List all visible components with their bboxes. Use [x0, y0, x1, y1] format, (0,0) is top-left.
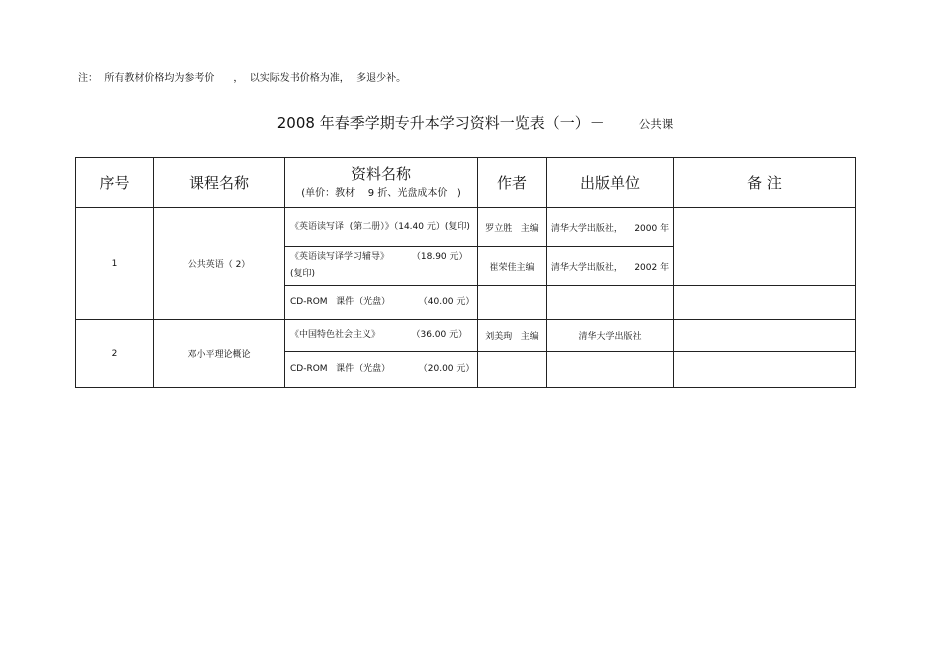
header-material-label: 资料名称: [350, 164, 411, 183]
table-row: [76, 208, 856, 247]
remark: [674, 208, 856, 286]
material-name: 《英语读写译学习辅导》 （18.90 元）(复印): [285, 247, 478, 286]
author: [478, 286, 547, 320]
page-title: [0, 112, 950, 133]
publisher: [547, 352, 674, 388]
material-name: 《中国特色社会主义》 （36.00 元）: [285, 320, 478, 352]
header-no: 序号: [76, 158, 154, 208]
header-author: 作者: [478, 158, 547, 208]
header-publisher: 出版单位: [547, 158, 674, 208]
course-name: 公共英语（ 2）: [154, 208, 285, 320]
author: [478, 352, 547, 388]
title-main: 2008 年春季学期专升本学习资料一览表（一）－: [276, 114, 605, 132]
header-material-unit: (单价：教材 9 折、光盘成本价 ): [301, 187, 461, 199]
price-note: 注： 所有教材价格均为参考价 ， 以实际发书价格为准， 多退少补。: [78, 73, 407, 84]
material-name: 《英语读写译 (第二册）》（14.40 元）(复印): [285, 208, 478, 247]
material-name: CD-ROM 课件（光盘） （20.00 元）: [285, 352, 478, 388]
publisher: 清华大学出版社， 2000 年: [547, 208, 674, 247]
publisher: 清华大学出版社: [547, 320, 674, 352]
row-number: 2: [76, 320, 154, 388]
material-name: CD-ROM 课件（光盘） （40.00 元）: [285, 286, 478, 320]
table-row: [76, 320, 856, 352]
title-category: 公共课: [638, 117, 674, 131]
course-name: 邓小平理论概论: [154, 320, 285, 388]
publisher: [547, 286, 674, 320]
remark: [674, 352, 856, 388]
header-remark: 备 注: [674, 158, 856, 208]
materials-table: [75, 157, 856, 388]
remark: [674, 286, 856, 320]
author: 刘美珣 主编: [478, 320, 547, 352]
remark: [674, 320, 856, 352]
row-number: 1: [76, 208, 154, 320]
publisher: 清华大学出版社， 2002 年: [547, 247, 674, 286]
header-course: 课程名称: [154, 158, 285, 208]
author: 罗立胜 主编: [478, 208, 547, 247]
header-material: [285, 158, 478, 208]
author: 崔荣佳主编: [478, 247, 547, 286]
table-header-row: [76, 158, 856, 208]
